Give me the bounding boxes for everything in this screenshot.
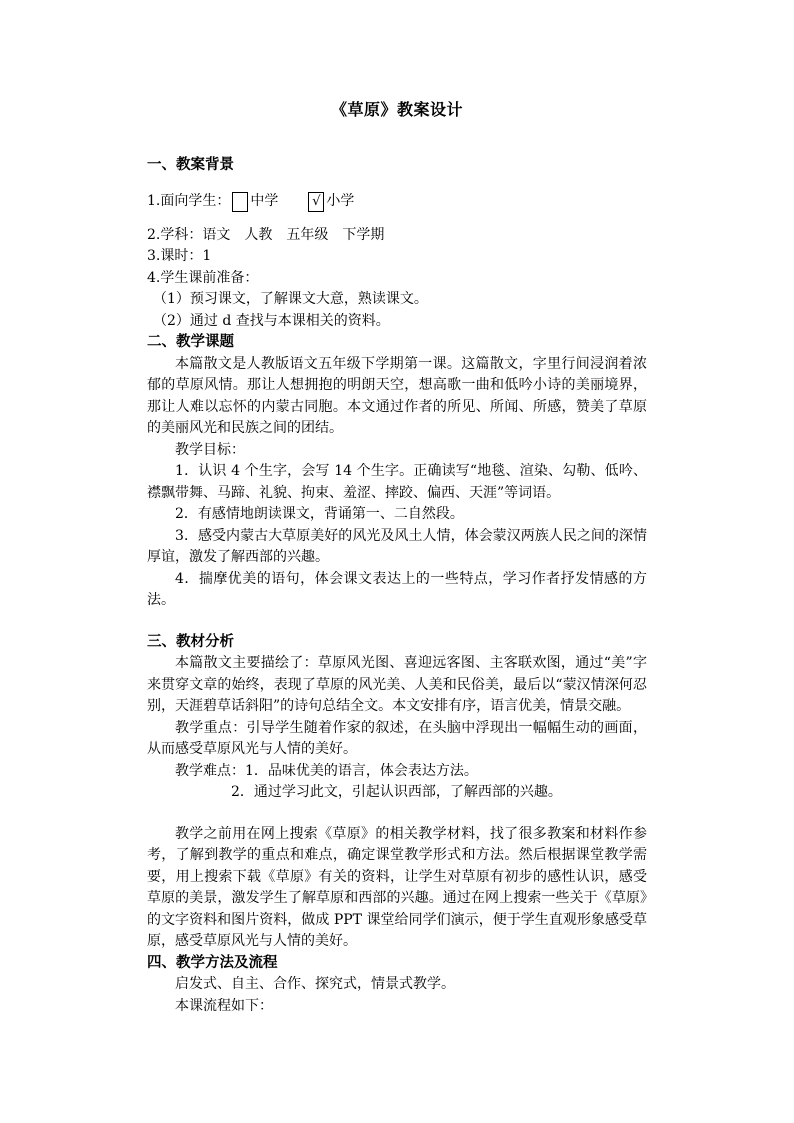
preparation-paragraph: 教学之前用在网上搜索《草原》的相关教学材料，找了很多教案和材料作参考，了解到教学的重点和难点，确定课堂教学形式和方法。然后根据课堂教学需要，用上搜索下载《草原》有关的资料，让学生对草原有初步的感性认识，感受草原的美景，激发学生了解草原和西部的兴趣。通过在网上搜索一些关于《草原》的文字资料和图片资料，做成 PPT 课堂给同学们演示，便于学生直观形象感受草原，感受草原风光与人情的美好。 (147, 825, 647, 949)
middle-school-checkbox[interactable] (232, 192, 248, 212)
goal-item-1: 1．认识 4 个生字，会写 14 个生字。正确读写“地毯、渲染、勾勒、低吟、襟飘带舞、马蹄、礼貌、拘束、羞涩、摔跤、偏西、天涯”等词语。 (147, 463, 647, 501)
middle-school-label: 中学 (250, 192, 279, 209)
section-heading-topic: 二、教学课题 (147, 334, 234, 350)
prep-item-2: （2）通过 d 查找与本课相关的资料。 (153, 312, 390, 329)
prep-item-1: （1）预习课文，了解课文大意，熟读课文。 (153, 291, 428, 307)
audience-line (147, 187, 647, 217)
document-title: 《草原》教案设计 (330, 100, 463, 119)
hours-line: 3.课时：1 (147, 248, 212, 264)
methods-line: 启发式、自主、合作、探究式，情景式教学。 (175, 976, 455, 992)
goal-item-3: 3．感受内蒙古大草原美好的风光及风土人情，体会蒙汉两族人民之间的深情厚谊，激发了解西部的兴趣。 (147, 527, 647, 565)
difficulty-line-1: 教学难点：1．品味优美的语言，体会表达方法。 (175, 762, 478, 779)
flow-line: 本课流程如下： (175, 997, 273, 1014)
section-heading-methods: 四、教学方法及流程 (147, 954, 278, 971)
section-heading-analysis: 三、教材分析 (147, 633, 234, 650)
goal-item-2: 2．有感情地朗读课文，背诵第一、二自然段。 (175, 506, 464, 522)
section-heading-background: 一、教案背景 (147, 157, 234, 173)
difficulty-line-2: 2．通过学习此文，引起认识西部，了解西部的兴趣。 (231, 784, 562, 800)
analysis-paragraph: 本篇散文主要描绘了：草原风光图、喜迎远客图、主客联欢图，通过“美”字来贯穿文章的始终，表现了草原的风光美、人美和民俗美，最后以“蒙汉情深何忍别，天涯碧草话斜阳”的诗句总结全文。本文安排有序，语言优美，情景交融。 (147, 655, 647, 714)
audience-label: 1.面向学生： (147, 192, 231, 209)
subject-line: 2.学科：语文 人教 五年级 下学期 (147, 226, 385, 243)
key-points-paragraph: 教学重点：引导学生随着作家的叙述，在头脑中浮现出一幅幅生动的画面，从而感受草原风光与人情的美好。 (147, 719, 647, 757)
document-body (147, 155, 647, 1017)
prep-line: 4.学生课前准备： (147, 269, 259, 286)
topic-intro-paragraph: 本篇散文是人教版语文五年级下学期第一课。这篇散文，字里行间浸润着浓郁的草原风情。那让人想拥抱的明朗天空，想高歌一曲和低吟小诗的美丽境界，那让人难以忘怀的内蒙古同胞。本文通过作者的所见、所闻、所感，赞美了草原的美丽风光和民族之间的团结。 (147, 355, 647, 436)
goal-item-4: 4．揣摩优美的语句，体会课文表达上的一些特点，学习作者抒发情感的方法。 (147, 570, 647, 608)
primary-school-label: 小学 (326, 192, 355, 209)
goals-label: 教学目标： (175, 441, 245, 458)
primary-school-checkbox[interactable]: √ (308, 192, 324, 212)
